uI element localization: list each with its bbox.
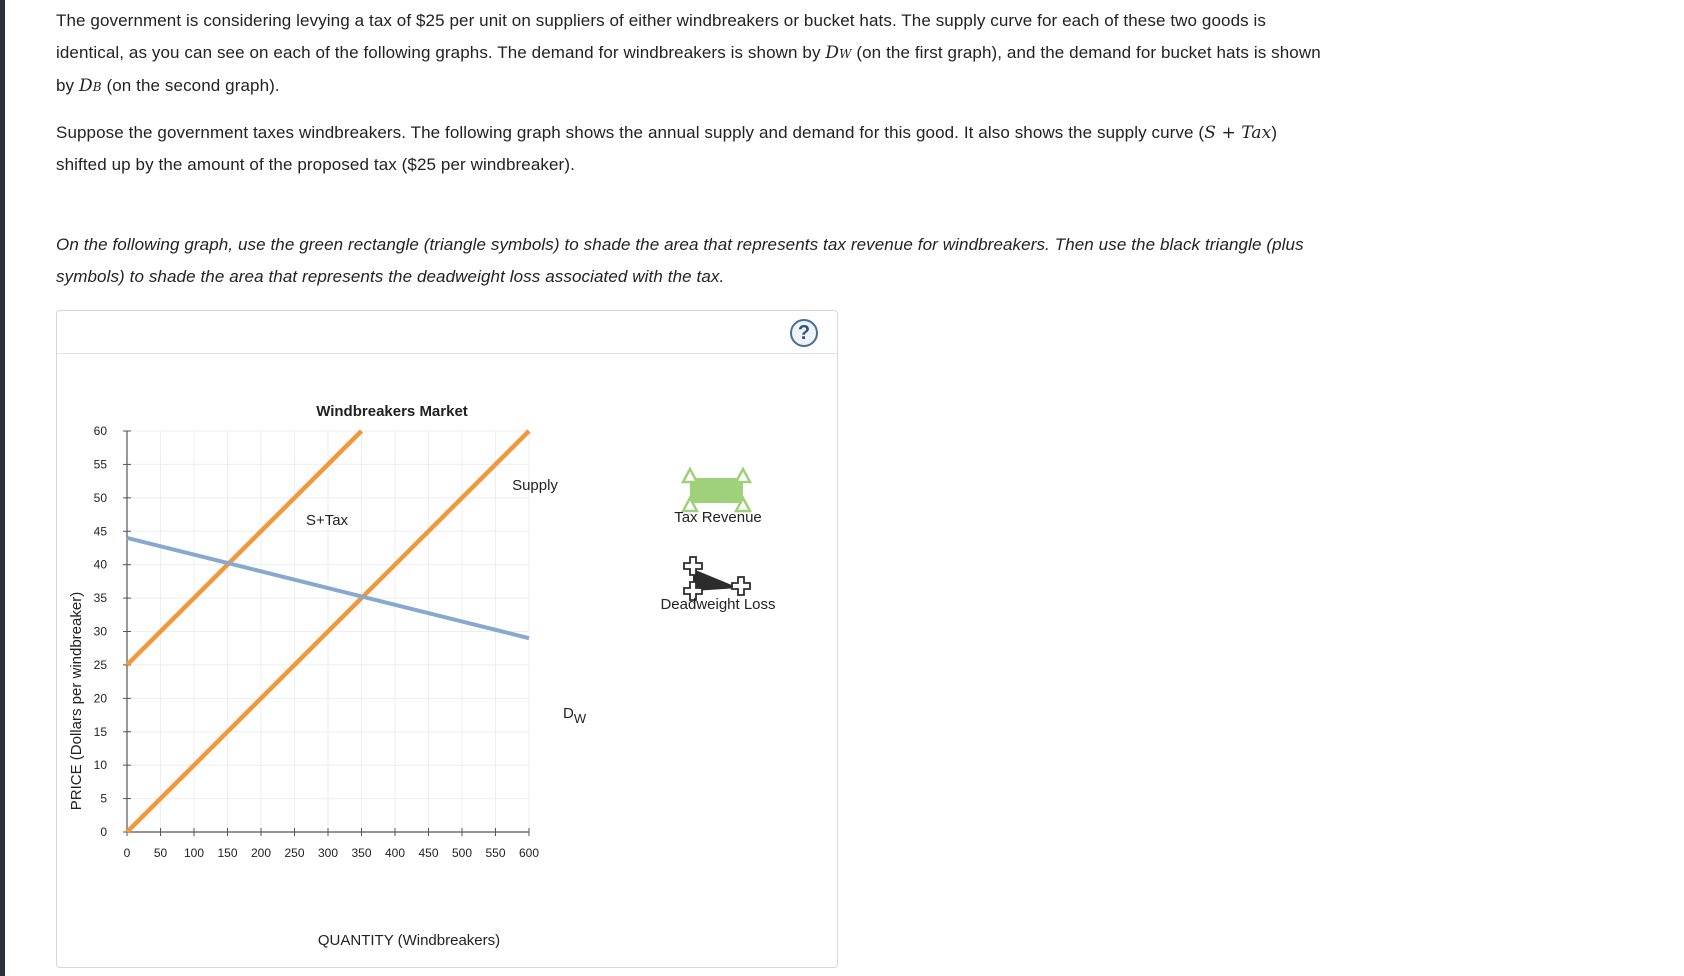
x-tick-label: 400 [384,846,406,860]
y-tick-label: 25 [93,657,107,672]
y-tick-label: 55 [93,457,107,472]
db-symbol [79,76,102,96]
y-tick-label: 30 [93,624,107,639]
intro-text-2: (on the first graph), and the demand for bucket hats is shown by [56,43,1321,95]
y-tick-label: 5 [100,791,107,806]
s-symbol: S [1204,123,1216,143]
scenario-text-1: Suppose the government taxes windbreakers. The following graph shows the annual supply and demand for this good. It also shows the supply curve ( [56,123,1205,142]
instruction-paragraph: On the following graph, use the green rectangle (triangle symbols) to shade the area that represents tax revenue for windbreakers. Then use the black triangle (plus symbols) to shade the area that represents the deadweight loss associated with the tax. [56,235,1304,286]
triangle-symbol-icon [683,469,697,482]
y-tick-label: 45 [93,524,107,539]
deadweight-loss-tool[interactable] [684,557,750,600]
y-tick-label: 60 [93,424,107,438]
windbreakers-market-chart[interactable] [57,311,837,967]
intro-paragraph [56,5,1326,103]
help-button[interactable]: ? [790,319,818,347]
scenario-paragraph [56,117,1326,181]
dw-symbol-main: D [825,43,840,63]
x-tick-label: 50 [153,846,168,860]
deadweight-loss-label: Deadweight Loss [660,596,776,613]
graph-panel [56,310,838,968]
x-tick-label: 300 [317,846,339,860]
left-edge-bar [0,0,5,976]
plus-symbol-icon [732,577,750,595]
x-tick-label: 600 [518,846,540,860]
x-axis-title: QUANTITY (Windbreakers) [317,932,501,949]
db-symbol-sub: B [92,80,102,94]
demand-label-main: D [563,705,574,722]
x-tick-label: 100 [183,846,205,860]
triangle-symbol-icon [736,469,750,482]
demand-label-sub: W [573,711,587,726]
s-plus-tax-curve-label: S+Tax [305,512,349,529]
x-tick-label: 0 [123,846,131,860]
dw-symbol-sub: W [839,47,852,61]
intro-text-3: (on the second graph). [101,76,280,95]
tax-symbol: Tax [1241,123,1272,143]
y-tick-label: 15 [93,724,107,739]
y-tick-label: 50 [93,490,107,505]
x-tick-label: 550 [485,846,506,860]
db-symbol-main: D [78,76,93,96]
y-tick-label: 10 [93,758,107,773]
y-tick-label: 20 [93,691,107,706]
chart-title: Windbreakers Market [316,403,468,420]
x-tick-label: 200 [250,846,272,860]
tax-revenue-tool[interactable] [683,469,750,511]
x-tick-label: 500 [451,846,473,860]
tax-revenue-label: Tax Revenue [674,509,762,526]
supply-curve-label: Supply [512,477,558,494]
x-tick-label: 250 [284,846,305,860]
x-tick-label: 450 [418,846,439,860]
x-tick-label: 150 [217,846,238,860]
y-tick-label: 35 [93,591,107,606]
scenario-text-2: ) shifted up by the amount of the proposed tax ($25 per windbreaker). [56,123,1278,174]
y-axis-title: PRICE (Dollars per windbreaker) [68,591,85,811]
plus-symbol: + [1215,123,1242,143]
y-tick-label: 40 [93,557,107,572]
y-tick-label: 0 [100,825,107,839]
dw-symbol [825,43,851,63]
x-tick-label: 350 [351,846,372,860]
intro-text-1: The government is considering levying a tax of $25 per unit on suppliers of either windbreakers or bucket hats. The supply curve for each of these two goods is identical, as you can see on each of the following graphs. The demand for windbreakers is shown by [56,11,1267,62]
demand-curve-label [563,705,587,726]
label-layer [68,477,587,949]
